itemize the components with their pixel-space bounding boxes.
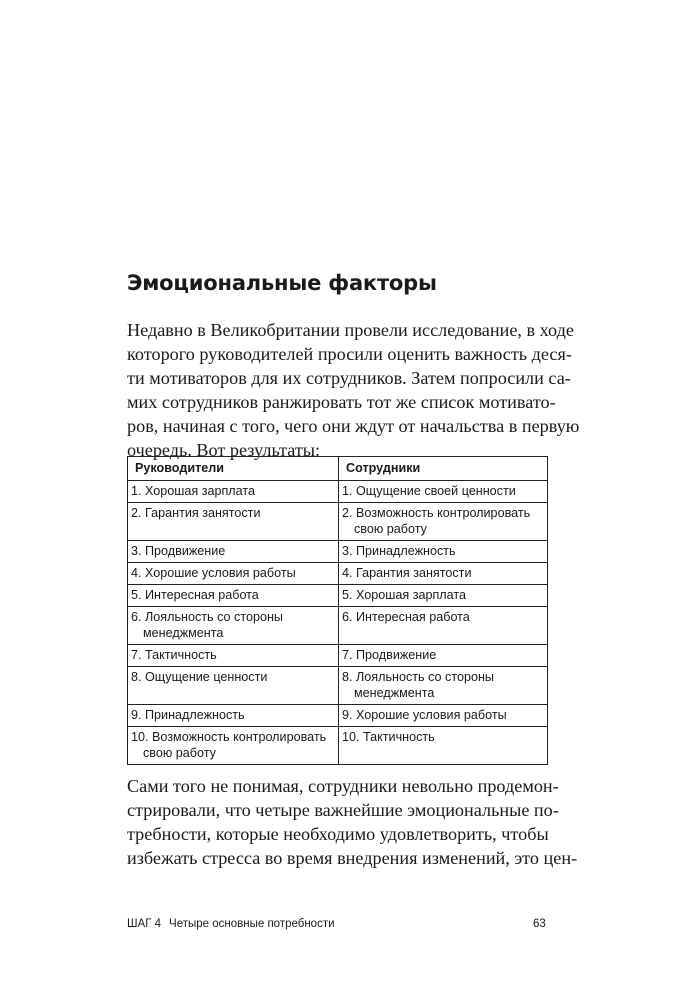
table-row	[128, 667, 548, 705]
employees-cell	[339, 645, 548, 667]
employees-cell	[339, 541, 548, 563]
employees-cell	[339, 563, 548, 585]
header-employees: Сотрудники	[339, 457, 548, 481]
cell-text: 2. Возможность контролировать свою работу	[342, 506, 531, 536]
intro-line: мих сотрудников ранжировать тот же список мотивато-	[127, 392, 556, 412]
cell-text: 4. Гарантия занятости	[342, 566, 472, 580]
cell-text: 10. Возможность контролировать свою работу	[131, 730, 327, 760]
cell-text: 5. Интересная работа	[131, 588, 259, 602]
intro-line: ров, начиная с того, чего они ждут от начальства в первую	[127, 416, 580, 436]
section-heading: Эмоциональные факторы	[127, 271, 437, 295]
intro-paragraph	[127, 318, 580, 462]
cell-text: 9. Принадлежность	[131, 708, 245, 722]
intro-line: очередь. Вот результаты:	[127, 440, 321, 460]
cell-text: 8. Ощущение ценности	[131, 670, 268, 684]
cell-text: 1. Ощущение своей ценности	[342, 484, 516, 498]
managers-cell	[128, 645, 339, 667]
footer-chapter: Четыре основные потребности	[169, 918, 335, 930]
header-managers: Руководители	[128, 457, 339, 481]
cell-text: 7. Продвижение	[342, 648, 437, 662]
intro-line: ти мотиваторов для их сотрудников. Затем попросили са-	[127, 368, 571, 388]
managers-cell	[128, 705, 339, 727]
cell-text: 9. Хорошие условия работы	[342, 708, 507, 722]
cell-text: 6. Лояльность со стороны менеджмента	[131, 610, 283, 640]
cell-text: 6. Интересная работа	[342, 610, 470, 624]
employees-cell	[339, 585, 548, 607]
employees-cell	[339, 705, 548, 727]
motivators-table	[127, 456, 548, 765]
table-row	[128, 607, 548, 645]
managers-cell	[128, 727, 339, 765]
table-row	[128, 727, 548, 765]
employees-cell	[339, 503, 548, 541]
table-row	[128, 503, 548, 541]
cell-text: 4. Хорошие условия работы	[131, 566, 296, 580]
table-row	[128, 705, 548, 727]
employees-cell	[339, 607, 548, 645]
managers-cell	[128, 481, 339, 503]
table-row	[128, 541, 548, 563]
managers-cell	[128, 541, 339, 563]
cell-text: 3. Принадлежность	[342, 544, 456, 558]
cell-text: 8. Лояльность со стороны менеджмента	[342, 670, 494, 700]
table-header-row	[128, 457, 548, 481]
conclusion-paragraph	[127, 774, 578, 870]
conclusion-line: Сами того не понимая, сотрудники невольно продемон-	[127, 776, 559, 796]
cell-text: 10. Тактичность	[342, 730, 435, 744]
footer-step: ШАГ 4	[127, 918, 162, 930]
running-footer	[127, 918, 335, 930]
cell-text: 7. Тактичность	[131, 648, 217, 662]
managers-cell	[128, 607, 339, 645]
table-row	[128, 481, 548, 503]
table-row	[128, 645, 548, 667]
page-number: 63	[533, 918, 546, 930]
managers-cell	[128, 563, 339, 585]
intro-line: Недавно в Великобритании провели исследование, в ходе	[127, 320, 574, 340]
employees-cell	[339, 667, 548, 705]
employees-cell	[339, 727, 548, 765]
managers-cell	[128, 503, 339, 541]
employees-cell	[339, 481, 548, 503]
managers-cell	[128, 585, 339, 607]
managers-cell	[128, 667, 339, 705]
table-row	[128, 563, 548, 585]
cell-text: 3. Продвижение	[131, 544, 226, 558]
intro-line: которого руководителей просили оценить важность деся-	[127, 344, 572, 364]
conclusion-line: избежать стресса во время внедрения изменений, это цен-	[127, 848, 578, 868]
table-row	[128, 585, 548, 607]
cell-text: 1. Хорошая зарплата	[131, 484, 256, 498]
cell-text: 5. Хорошая зарплата	[342, 588, 467, 602]
conclusion-line: требности, которые необходимо удовлетворить, чтобы	[127, 824, 549, 844]
conclusion-line: стрировали, что четыре важнейшие эмоциональные по-	[127, 800, 559, 820]
cell-text: 2. Гарантия занятости	[131, 506, 261, 520]
